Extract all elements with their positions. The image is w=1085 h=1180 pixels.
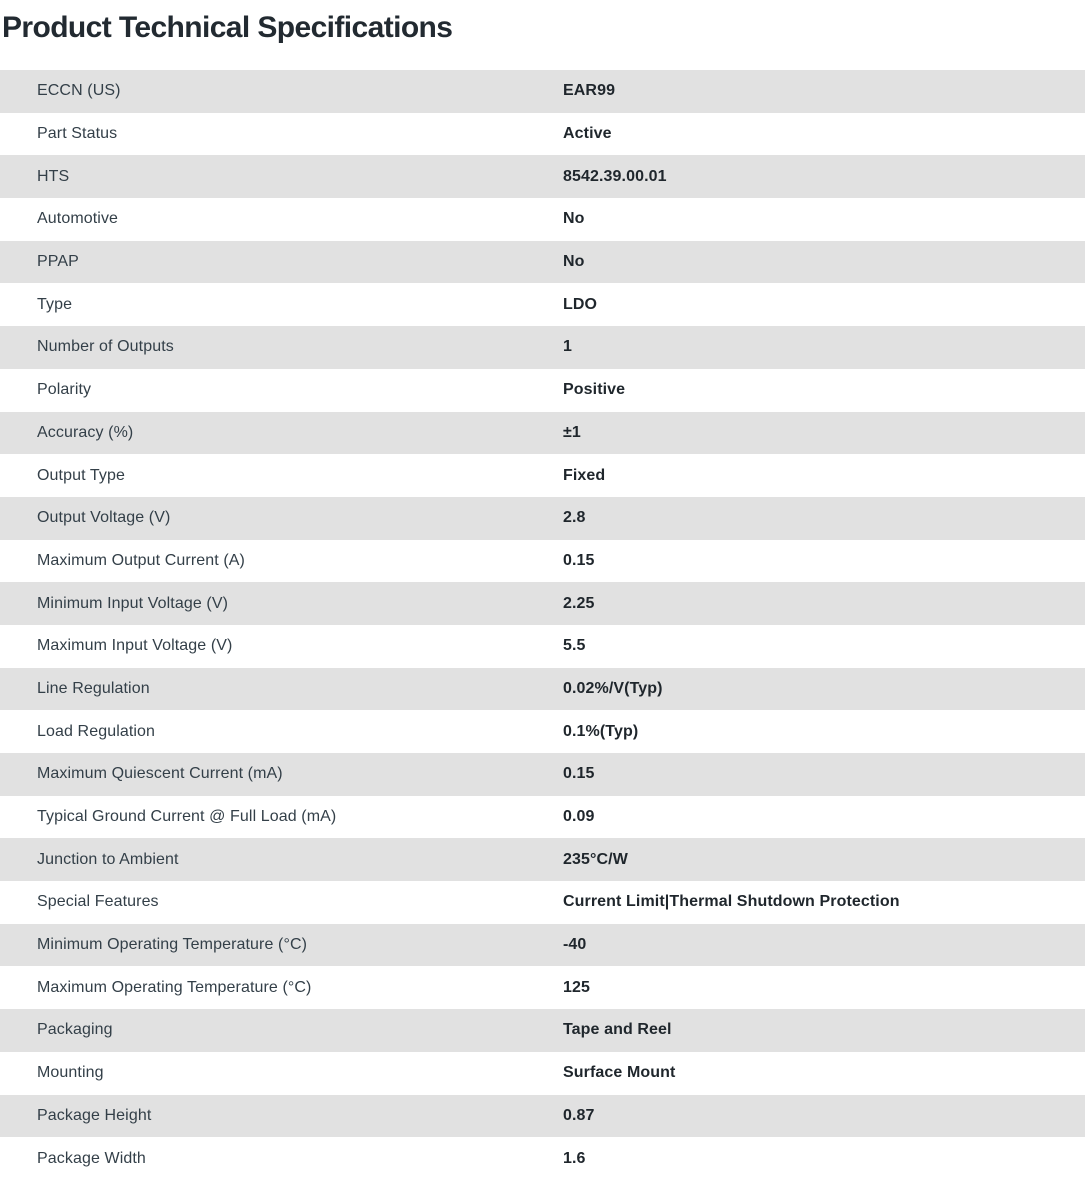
spec-label: Package Width (37, 1149, 146, 1167)
spec-row (0, 838, 1085, 881)
spec-table (0, 70, 1085, 1180)
spec-label: Output Type (37, 466, 125, 484)
spec-value: ±1 (563, 423, 581, 441)
spec-value: Current Limit|Thermal Shutdown Protection (563, 893, 900, 911)
spec-value: 2.25 (563, 594, 595, 612)
spec-value: Surface Mount (563, 1064, 676, 1082)
spec-row (0, 454, 1085, 497)
spec-row (0, 540, 1085, 583)
spec-label: Automotive (37, 210, 119, 228)
spec-value: 0.1%(Typ) (563, 722, 639, 740)
spec-value: Positive (563, 381, 626, 399)
spec-label: Minimum Operating Temperature (°C) (37, 936, 308, 954)
spec-value: -40 (563, 936, 587, 954)
spec-row (0, 710, 1085, 753)
spec-label: Junction to Ambient (37, 850, 179, 868)
spec-value: Fixed (563, 466, 606, 484)
spec-value: 0.09 (563, 808, 595, 826)
spec-row (0, 155, 1085, 198)
spec-label: Type (37, 295, 73, 313)
spec-label: Minimum Input Voltage (V) (37, 594, 229, 612)
spec-row (0, 70, 1085, 113)
spec-value: 235°C/W (563, 850, 628, 868)
spec-value: 125 (563, 978, 590, 996)
spec-value: Tape and Reel (563, 1021, 672, 1039)
spec-label: ECCN (US) (37, 82, 121, 100)
spec-label: Polarity (37, 381, 92, 399)
spec-row (0, 113, 1085, 156)
spec-value: 2.8 (563, 509, 586, 527)
spec-value: EAR99 (563, 82, 616, 100)
spec-value: No (563, 210, 585, 228)
spec-row (0, 881, 1085, 924)
spec-label: Special Features (37, 893, 159, 911)
spec-label: Part Status (37, 125, 118, 143)
spec-label: Mounting (37, 1064, 104, 1082)
spec-label: Load Regulation (37, 722, 156, 740)
spec-label: Maximum Output Current (A) (37, 551, 245, 569)
spec-row (0, 241, 1085, 284)
spec-row (0, 1137, 1085, 1180)
spec-row (0, 1009, 1085, 1052)
spec-label: Packaging (37, 1021, 113, 1039)
spec-row (0, 924, 1085, 967)
spec-value: 0.02%/V(Typ) (563, 679, 663, 697)
spec-label: Accuracy (%) (37, 423, 134, 441)
spec-value: 0.87 (563, 1106, 595, 1124)
spec-value: No (563, 253, 585, 271)
spec-value: 1.6 (563, 1149, 586, 1167)
spec-row (0, 753, 1085, 796)
spec-row (0, 283, 1085, 326)
spec-row (0, 625, 1085, 668)
spec-value: 8542.39.00.01 (563, 167, 667, 185)
spec-value: LDO (563, 295, 598, 313)
spec-row (0, 582, 1085, 625)
spec-row (0, 326, 1085, 369)
spec-label: Maximum Quiescent Current (mA) (37, 765, 283, 783)
spec-row (0, 369, 1085, 412)
spec-value: 5.5 (563, 637, 586, 655)
spec-label: Line Regulation (37, 679, 150, 697)
spec-row (0, 796, 1085, 839)
spec-value: Active (563, 125, 612, 143)
spec-label: Number of Outputs (37, 338, 174, 356)
spec-row (0, 198, 1085, 241)
spec-label: Maximum Input Voltage (V) (37, 637, 233, 655)
spec-row (0, 668, 1085, 711)
spec-label: PPAP (37, 253, 79, 271)
spec-label: HTS (37, 167, 70, 185)
spec-row (0, 1095, 1085, 1138)
specs-header (0, 0, 1085, 70)
spec-label: Typical Ground Current @ Full Load (mA) (37, 808, 337, 826)
spec-value: 1 (563, 338, 572, 356)
spec-row (0, 497, 1085, 540)
spec-row (0, 966, 1085, 1009)
spec-label: Maximum Operating Temperature (°C) (37, 978, 312, 996)
spec-label: Package Height (37, 1106, 152, 1124)
page-title: Product Technical Specifications (2, 11, 453, 44)
spec-row (0, 1052, 1085, 1095)
spec-row (0, 412, 1085, 455)
spec-label: Output Voltage (V) (37, 509, 171, 527)
spec-value: 0.15 (563, 765, 595, 783)
spec-value: 0.15 (563, 551, 595, 569)
